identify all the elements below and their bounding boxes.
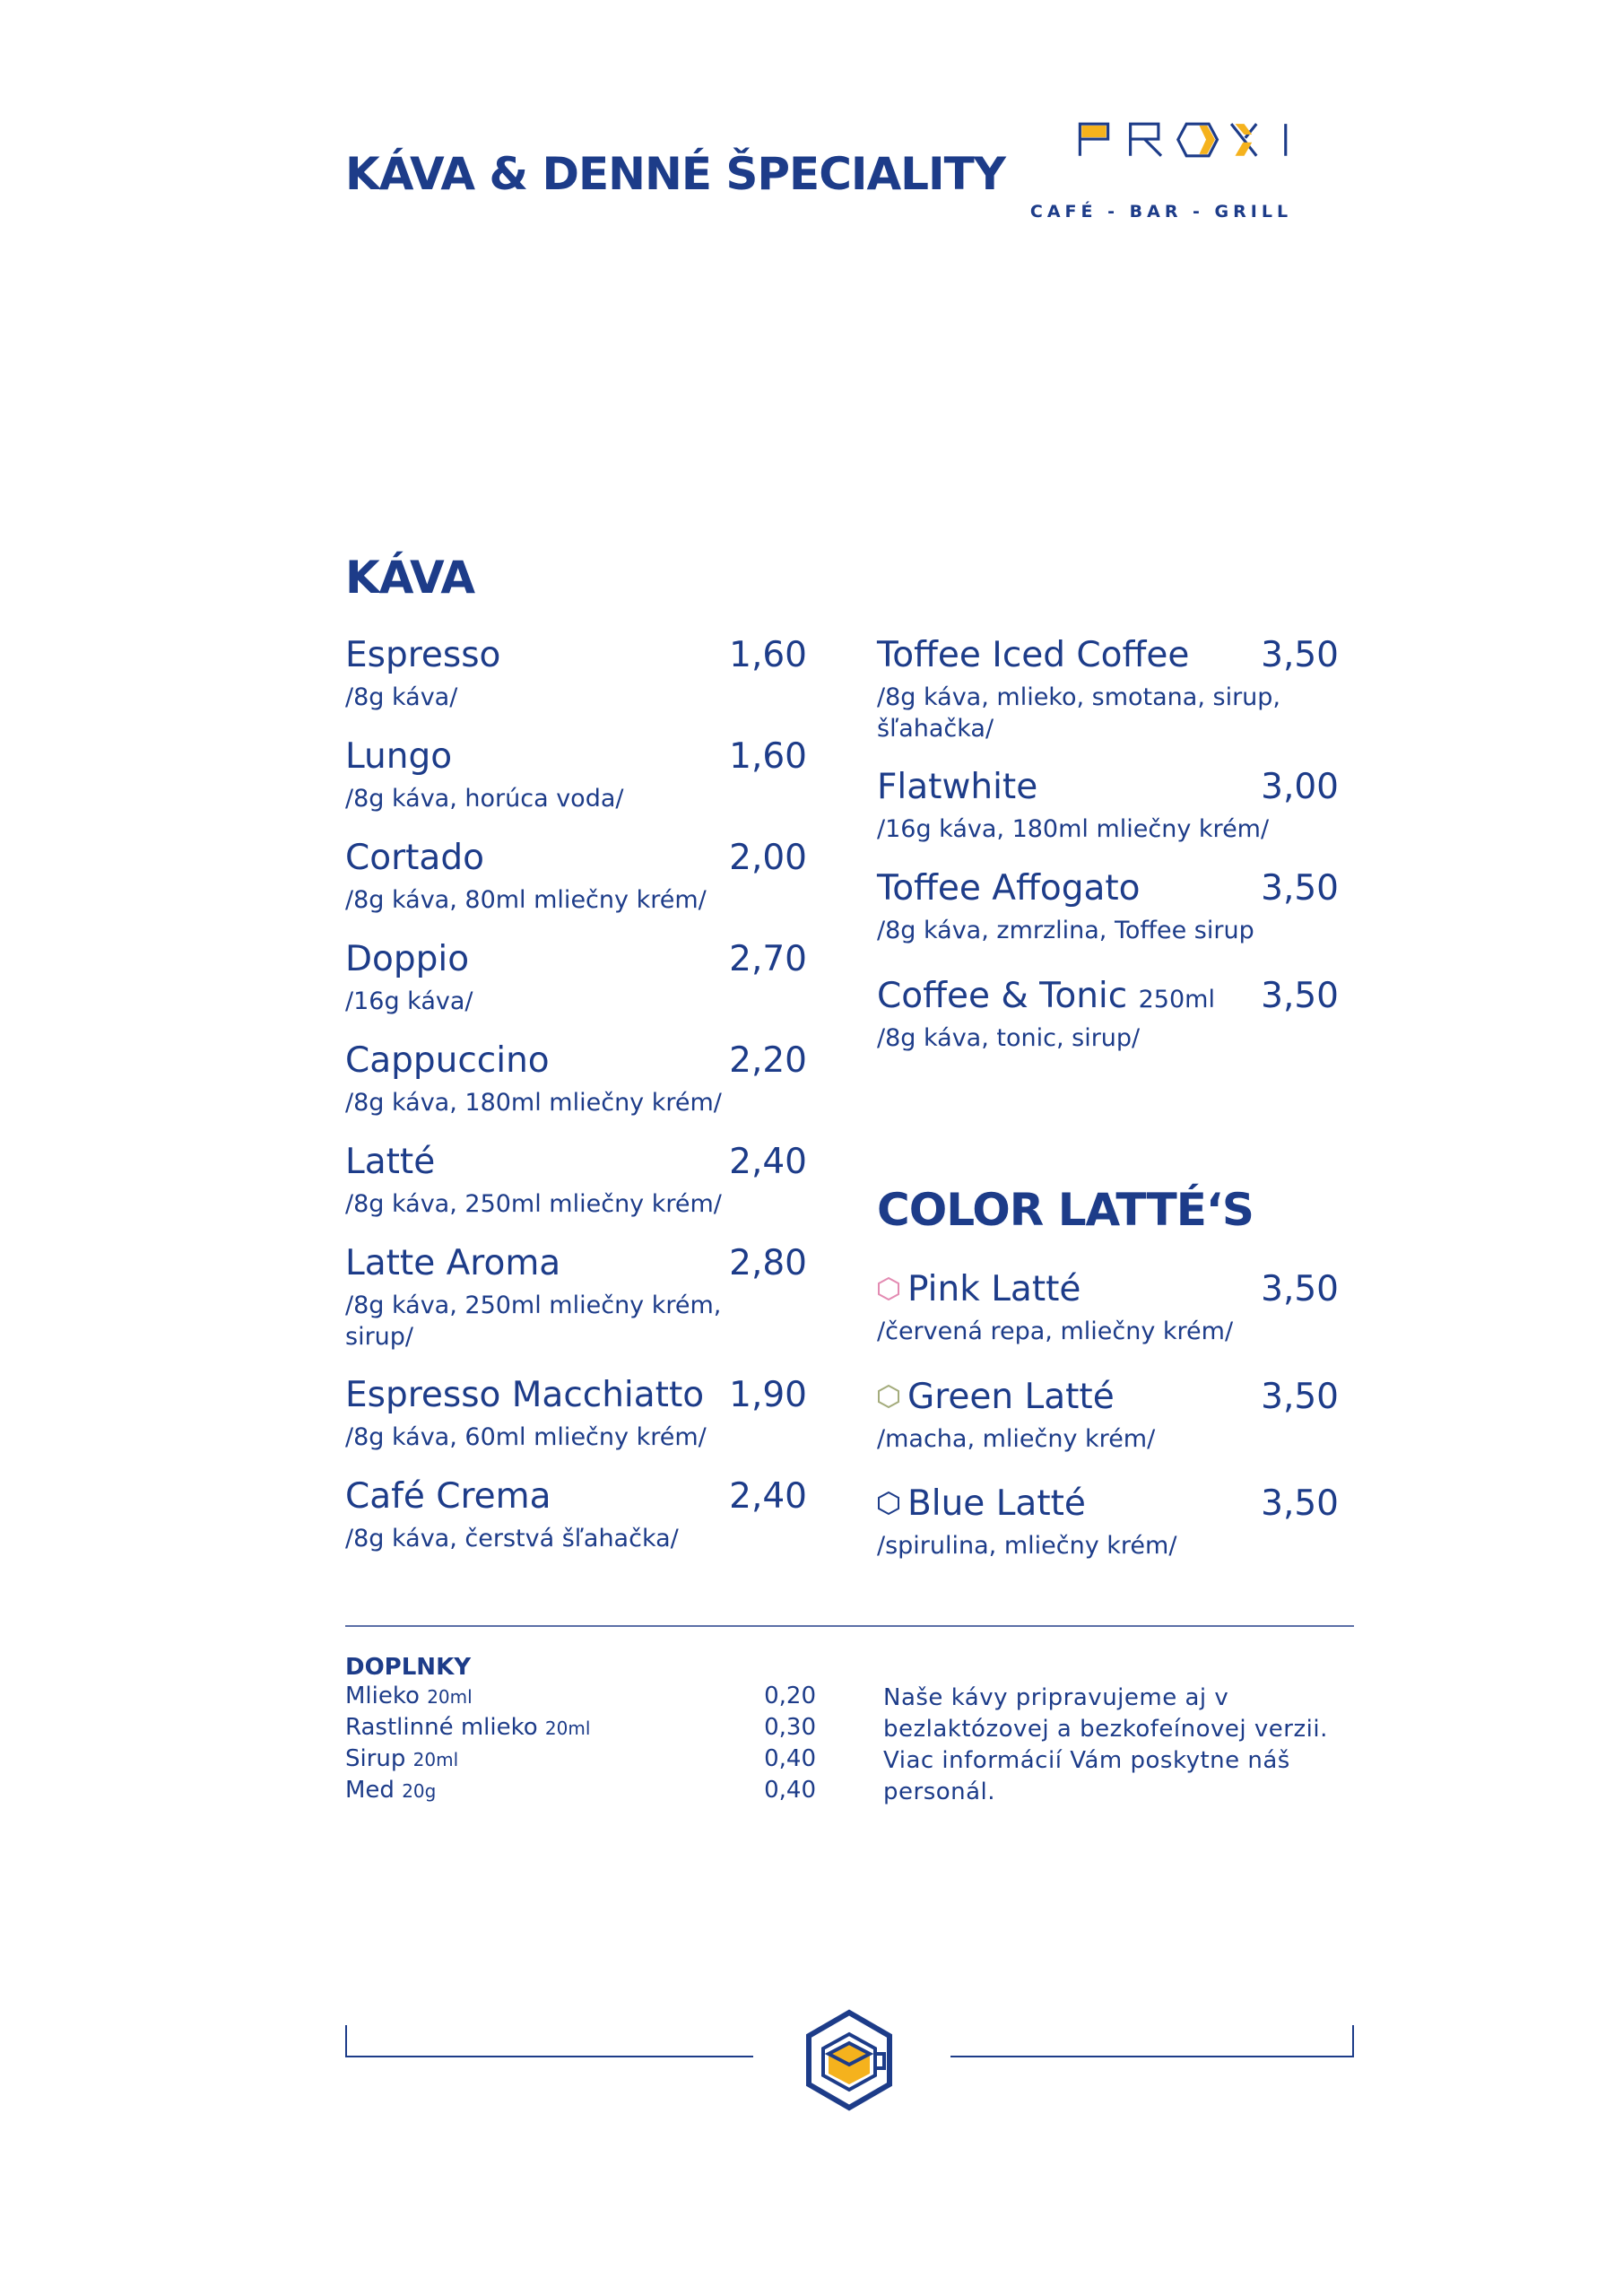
footer-line-left (345, 2056, 753, 2057)
footer-line-right (950, 2056, 1354, 2057)
addon-price: 0,20 (764, 1683, 816, 1709)
menu-item (877, 1483, 1339, 1561)
item-price: 1,60 (729, 635, 807, 675)
addon-name: Mlieko (345, 1683, 420, 1709)
addon-row (345, 1777, 816, 1808)
addon-size: 20ml (412, 1749, 459, 1770)
item-name: Latté (345, 1142, 436, 1182)
logo-tagline: CAFÉ - BAR - GRILL (1029, 202, 1293, 222)
menu-item (877, 976, 1339, 1054)
menu-item (877, 1377, 1339, 1455)
item-name: Cappuccino (345, 1040, 550, 1081)
item-description: /červená repa, mliečny krém/ (877, 1318, 1234, 1345)
menu-item (345, 1040, 807, 1118)
item-description: /8g káva/ (345, 683, 458, 711)
item-price: 3,50 (1261, 976, 1339, 1016)
green-hexagon-icon (877, 1384, 900, 1409)
item-price: 3,00 (1261, 767, 1339, 807)
menu-item (877, 1269, 1339, 1347)
item-price: 2,20 (729, 1040, 807, 1081)
item-name: Cortado (345, 838, 484, 878)
menu-item (345, 635, 807, 713)
section-divider (345, 1625, 1354, 1627)
item-description: /spirulina, mliečny krém/ (877, 1532, 1177, 1560)
item-description: /8g káva, čerstvá šľahačka/ (345, 1525, 679, 1552)
item-name: Green Latté (907, 1377, 1115, 1417)
menu-item (345, 1375, 807, 1453)
item-description: /macha, mliečny krém/ (877, 1425, 1156, 1453)
item-price: 3,50 (1261, 635, 1339, 675)
item-description: /8g káva, horúca voda/ (345, 785, 624, 813)
addon-name: Sirup (345, 1745, 406, 1772)
item-description: /8g káva, 60ml mliečny krém/ (345, 1423, 707, 1451)
addon-row (345, 1683, 816, 1714)
footer-line-left-tick (345, 2025, 347, 2057)
item-description: /8g káva, 250ml mliečny krém, sirup/ (345, 1292, 722, 1351)
addon-name: Rastlinné mlieko (345, 1714, 538, 1741)
addon-row (345, 1714, 816, 1745)
item-description: /16g káva/ (345, 987, 473, 1015)
item-name: Toffee Iced Coffee (877, 635, 1190, 675)
item-description: /8g káva, zmrzlina, Toffee sirup (877, 917, 1254, 944)
proxi-logo (1013, 121, 1354, 188)
item-name: Doppio (345, 939, 470, 979)
item-name: Toffee Affogato (877, 868, 1141, 909)
item-price: 3,50 (1261, 1269, 1339, 1309)
item-price: 3,50 (1261, 1483, 1339, 1524)
item-name: Coffee & Tonic 250ml (877, 976, 1215, 1016)
item-name: Espresso (345, 635, 501, 675)
section-title-kava: KÁVA (345, 552, 475, 604)
item-description: /8g káva, tonic, sirup/ (877, 1024, 1141, 1052)
menu-item (345, 1476, 807, 1554)
menu-item (877, 868, 1339, 946)
footer-line-right-tick (1352, 2025, 1354, 2057)
item-price: 2,80 (729, 1243, 807, 1283)
coffee-cup-hexagon-icon (803, 2009, 902, 2113)
item-price: 2,40 (729, 1142, 807, 1182)
item-price: 1,60 (729, 736, 807, 777)
item-name: Latte Aroma (345, 1243, 561, 1283)
item-price: 3,50 (1261, 1377, 1339, 1417)
menu-item (877, 767, 1339, 845)
info-note: Naše kávy pripravujeme aj v bezlaktózovej a bezkofeínovej verzii. Viac informácií Vám poskytne náš personál. (883, 1684, 1328, 1805)
item-name: Flatwhite (877, 767, 1038, 807)
menu-item (345, 838, 807, 916)
item-price: 2,00 (729, 838, 807, 878)
item-name: Pink Latté (907, 1269, 1081, 1309)
addon-price: 0,40 (764, 1777, 816, 1804)
blue-hexagon-icon (877, 1491, 900, 1516)
item-name: Café Crema (345, 1476, 551, 1517)
menu-item (877, 635, 1339, 744)
menu-item (345, 736, 807, 814)
item-price: 1,90 (729, 1375, 807, 1415)
item-name: Blue Latté (907, 1483, 1086, 1524)
item-description: /8g káva, mlieko, smotana, sirup, šľahačka/ (877, 683, 1281, 743)
section-title-color-lattes: COLOR LATTÉ‘S (877, 1184, 1254, 1236)
item-size: 250ml (1138, 986, 1215, 1013)
addon-price: 0,30 (764, 1714, 816, 1741)
menu-item (345, 939, 807, 1017)
addon-price: 0,40 (764, 1745, 816, 1772)
menu-item (345, 1142, 807, 1220)
addons-title: DOPLNKY (345, 1654, 472, 1681)
addon-size: 20ml (544, 1718, 591, 1739)
item-price: 2,70 (729, 939, 807, 979)
addon-name: Med (345, 1777, 395, 1804)
item-description: /8g káva, 80ml mliečny krém/ (345, 886, 707, 914)
item-description: /8g káva, 180ml mliečny krém/ (345, 1089, 722, 1117)
pink-hexagon-icon (877, 1276, 900, 1301)
item-price: 2,40 (729, 1476, 807, 1517)
addon-size: 20ml (427, 1686, 473, 1708)
item-name: Espresso Macchiatto (345, 1375, 705, 1415)
menu-item (345, 1243, 807, 1352)
item-description: /16g káva, 180ml mliečny krém/ (877, 815, 1270, 843)
addon-size: 20g (402, 1780, 437, 1802)
page-title: KÁVA & DENNÉ ŠPECIALITY (345, 148, 1005, 200)
item-description: /8g káva, 250ml mliečny krém/ (345, 1190, 722, 1218)
item-price: 3,50 (1261, 868, 1339, 909)
addon-row (345, 1745, 816, 1777)
item-name: Lungo (345, 736, 453, 777)
